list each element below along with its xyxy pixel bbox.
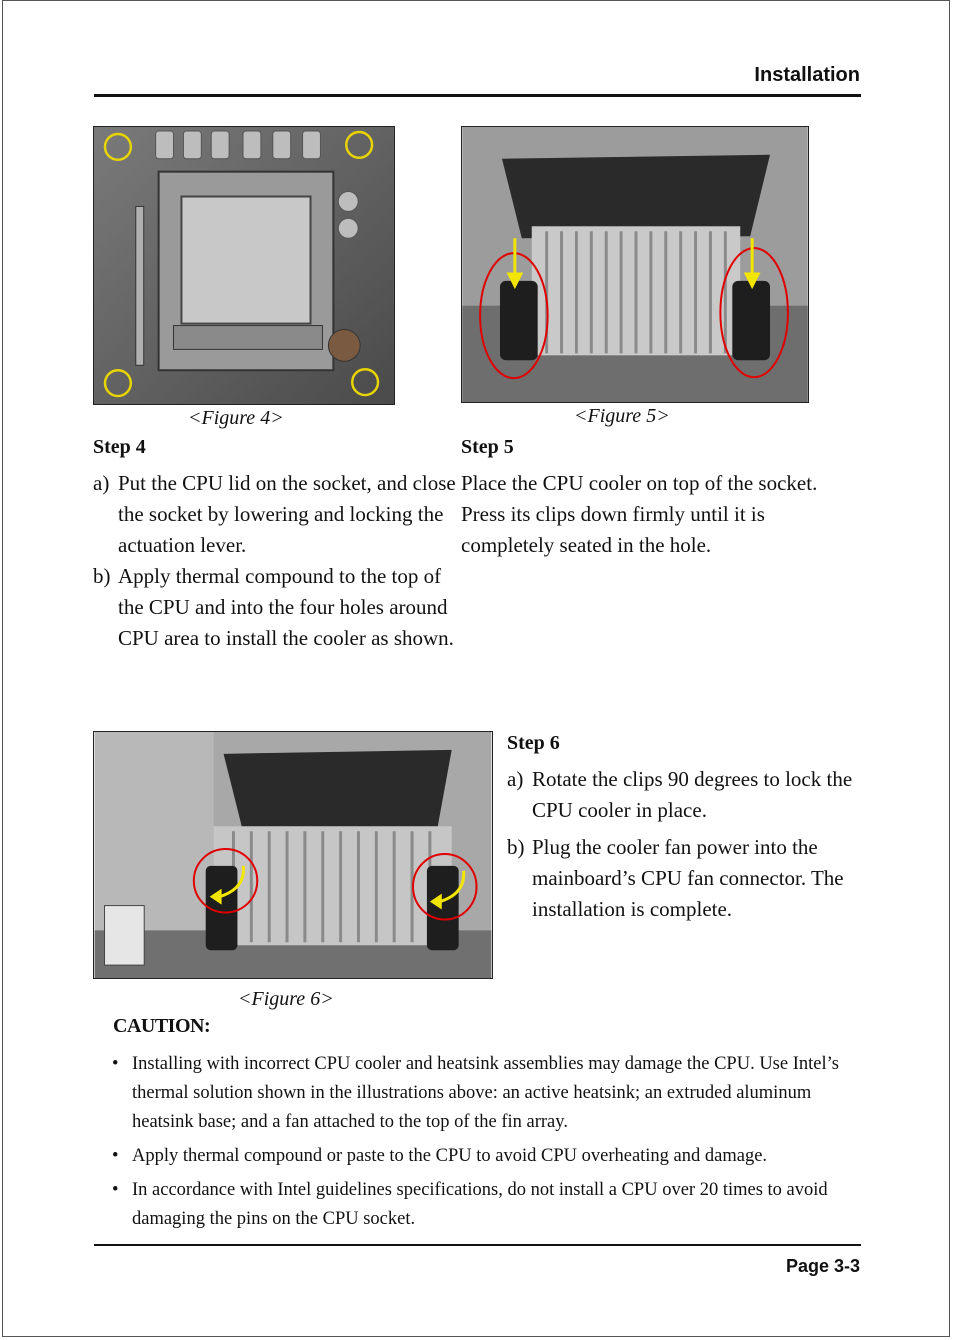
step-6-item-b [507, 832, 857, 925]
step-4-instructions [93, 468, 458, 654]
section-title: Installation [754, 64, 860, 86]
figure-4-image [93, 126, 395, 405]
step-4-title: Step 4 [93, 436, 146, 458]
figure-4-caption: <Figure 4> [188, 407, 284, 429]
caution-title: CAUTION: [113, 1015, 211, 1037]
figure-5-image [461, 126, 809, 403]
bullet-marker: • [112, 1054, 119, 1074]
item-label: a) [507, 767, 524, 791]
caution-text: Apply thermal compound or paste to the CPU to avoid CPU overheating and damage. [132, 1146, 768, 1166]
caution-list [112, 1050, 864, 1239]
item-label: b) [93, 564, 111, 588]
item-label: a) [93, 471, 110, 495]
page-number: Page 3-3 [785, 1256, 860, 1276]
caution-item [112, 1050, 864, 1137]
footer-rule [94, 1244, 861, 1246]
item-text: Put the CPU lid on the socket, and close the socket by lowering and locking the actuation lever. [118, 471, 456, 557]
caution-item [112, 1176, 864, 1234]
caution-text: In accordance with Intel guidelines specifications, do not install a CPU over 20 times to avoid damaging the pins on the CPU socket. [132, 1180, 828, 1229]
header-rule [94, 94, 861, 97]
step-5-title: Step 5 [461, 436, 514, 458]
item-text: Rotate the clips 90 degrees to lock the CPU cooler in place. [532, 767, 853, 822]
step-6-instructions [507, 764, 857, 925]
item-text: Plug the cooler fan power into the mainboard’s CPU fan connector. The installation is complete. [532, 835, 844, 921]
step-4-item-a [93, 468, 458, 561]
step-6-item-a [507, 764, 857, 826]
bullet-marker: • [112, 1146, 119, 1166]
item-label: b) [507, 835, 525, 859]
caution-text: Installing with incorrect CPU cooler and heatsink assemblies may damage the CPU. Use Intel’s thermal solution shown in the illustrations above: an active heatsink; an extruded aluminum heatsink base; and a fan attached to the top of the fin array. [132, 1054, 839, 1132]
item-text: Apply thermal compound to the top of the CPU and into the four holes around CPU area to install the cooler as shown. [118, 564, 454, 650]
bullet-marker: • [112, 1180, 119, 1200]
step-5-instructions: Place the CPU cooler on top of the socket. Press its clips down firmly until it is completely seated in the hole. [461, 471, 818, 557]
figure-6-image [93, 731, 493, 979]
figure-6-caption: <Figure 6> [238, 988, 334, 1010]
caution-item [112, 1142, 864, 1171]
step-4-item-b [93, 561, 458, 654]
figure-5-caption: <Figure 5> [574, 405, 670, 427]
step-6-title: Step 6 [507, 732, 560, 754]
